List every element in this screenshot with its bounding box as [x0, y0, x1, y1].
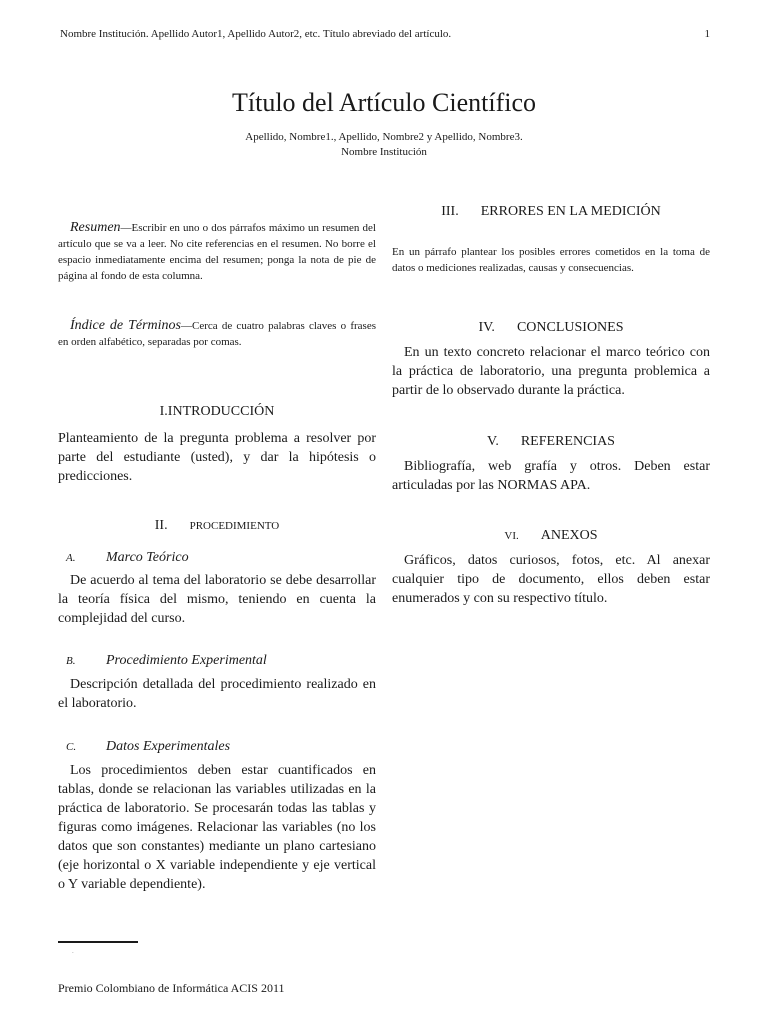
section-anexos-num: VI. — [504, 530, 519, 542]
section-errores-text: En un párrafo plantear los posibles errores cometidos en la toma de datos o mediciones realizadas, causas y consecuencias. — [392, 246, 710, 274]
page-footer: Premio Colombiano de Informática ACIS 2011 — [58, 981, 285, 995]
abstract-text: Escribir en uno o dos párrafos máximo un resumen del artículo que se va a leer. No cite referencias en el resumen. No borre el espacio inmediatamente encima del resumen; ponga la nota de pie de página al fondo de esta columna. — [58, 222, 376, 282]
institution-name: Nombre Institución — [341, 146, 427, 158]
section-anexos-title: ANEXOS — [540, 528, 598, 543]
section-procedimiento-num: II. — [154, 518, 168, 533]
section-errores-num: III. — [441, 204, 459, 219]
section-referencias-title: REFERENCIAS — [520, 434, 615, 449]
paper-title: Título del Artículo Científico — [231, 88, 536, 117]
author-names: Apellido, Nombre1., Apellido, Nombre2 y Apellido, Nombre3. — [245, 131, 523, 143]
index-terms-text: Cerca de cuatro palabras claves o frases en orden alfabético, separadas por comas. — [58, 320, 377, 348]
running-header — [60, 28, 710, 40]
subsection-marco-heading — [58, 550, 376, 566]
section-referencias-num: V. — [487, 434, 499, 449]
section-referencias-heading — [392, 434, 710, 450]
index-terms-dash: — — [181, 320, 192, 332]
index-terms-label: Índice de Términos — [70, 318, 181, 333]
page-number: 1 — [704, 28, 710, 40]
section-conclusiones-title: CONCLUSIONES — [516, 320, 624, 335]
footnote-mark: . — [72, 947, 74, 955]
subsection-proc-exp-heading — [58, 653, 376, 669]
authors-block — [0, 130, 768, 160]
subsection-proc-exp-title: Procedimiento Experimental — [106, 653, 267, 668]
subsection-proc-exp-text: Descripción detallada del procedimiento realizado en el laboratorio. — [58, 677, 376, 711]
section-conclusiones-text: En un texto concreto relacionar el marco teórico con la práctica de laboratorio, una pregunta problemica a partir de lo observado durante la práctica. — [392, 345, 710, 398]
subsection-marco-text: De acuerdo al tema del laboratorio se debe desarrollar la teoría física del mismo, teniendo en cuenta la complejidad del curso. — [58, 573, 376, 626]
section-procedimiento-title: PROCEDIMIENTO — [189, 520, 280, 532]
section-intro-text: Planteamiento de la pregunta problema a resolver por parte del estudiante (usted), y dar la hipótesis o predicciones. — [58, 431, 376, 484]
running-header-text: Nombre Institución. Apellido Autor1, Apellido Autor2, etc. Título abreviado del artículo. — [60, 28, 452, 40]
section-conclusiones-heading — [392, 320, 710, 336]
section-anexos-text: Gráficos, datos curiosos, fotos, etc. Al anexar cualquier tipo de documento, ellos deben estar enumerados y con su respectivo título. — [392, 553, 710, 606]
subsection-datos-letter: C. — [66, 741, 77, 753]
section-referencias-text: Bibliografía, web grafía y otros. Deben estar articuladas por las NORMAS APA. — [392, 459, 710, 493]
footnote-rule — [58, 941, 138, 943]
abstract — [58, 220, 376, 284]
subsection-marco-letter: A. — [66, 552, 76, 564]
section-conclusiones-num: IV. — [478, 320, 495, 335]
section-anexos-heading — [392, 528, 710, 544]
section-intro-heading: I.INTRODUCCIÓN — [159, 404, 275, 419]
section-errores-heading — [392, 204, 710, 220]
subsection-datos-heading — [58, 739, 376, 755]
subsection-marco-title: Marco Teórico — [106, 550, 189, 565]
section-errores-title: ERRORES EN LA MEDICIÓN — [480, 204, 661, 219]
section-procedimiento-heading — [58, 518, 376, 534]
subsection-proc-exp-letter: B. — [66, 655, 76, 667]
subsection-datos-text: Los procedimientos deben estar cuantificados en tablas, donde se relacionan las variables utilizadas en la práctica de laboratorio. Se procesarán todas las tablas y figuras como imágenes. Relacionar las variables (no los datos que son constantes) mediante un plano cartesiano (eje horizontal o X variable independiente y eje vertical o Y variable dependiente). — [58, 763, 376, 892]
index-terms — [58, 318, 376, 350]
abstract-dash: — — [120, 222, 132, 234]
subsection-datos-title: Datos Experimentales — [106, 739, 231, 754]
abstract-label: Resumen — [70, 220, 121, 235]
